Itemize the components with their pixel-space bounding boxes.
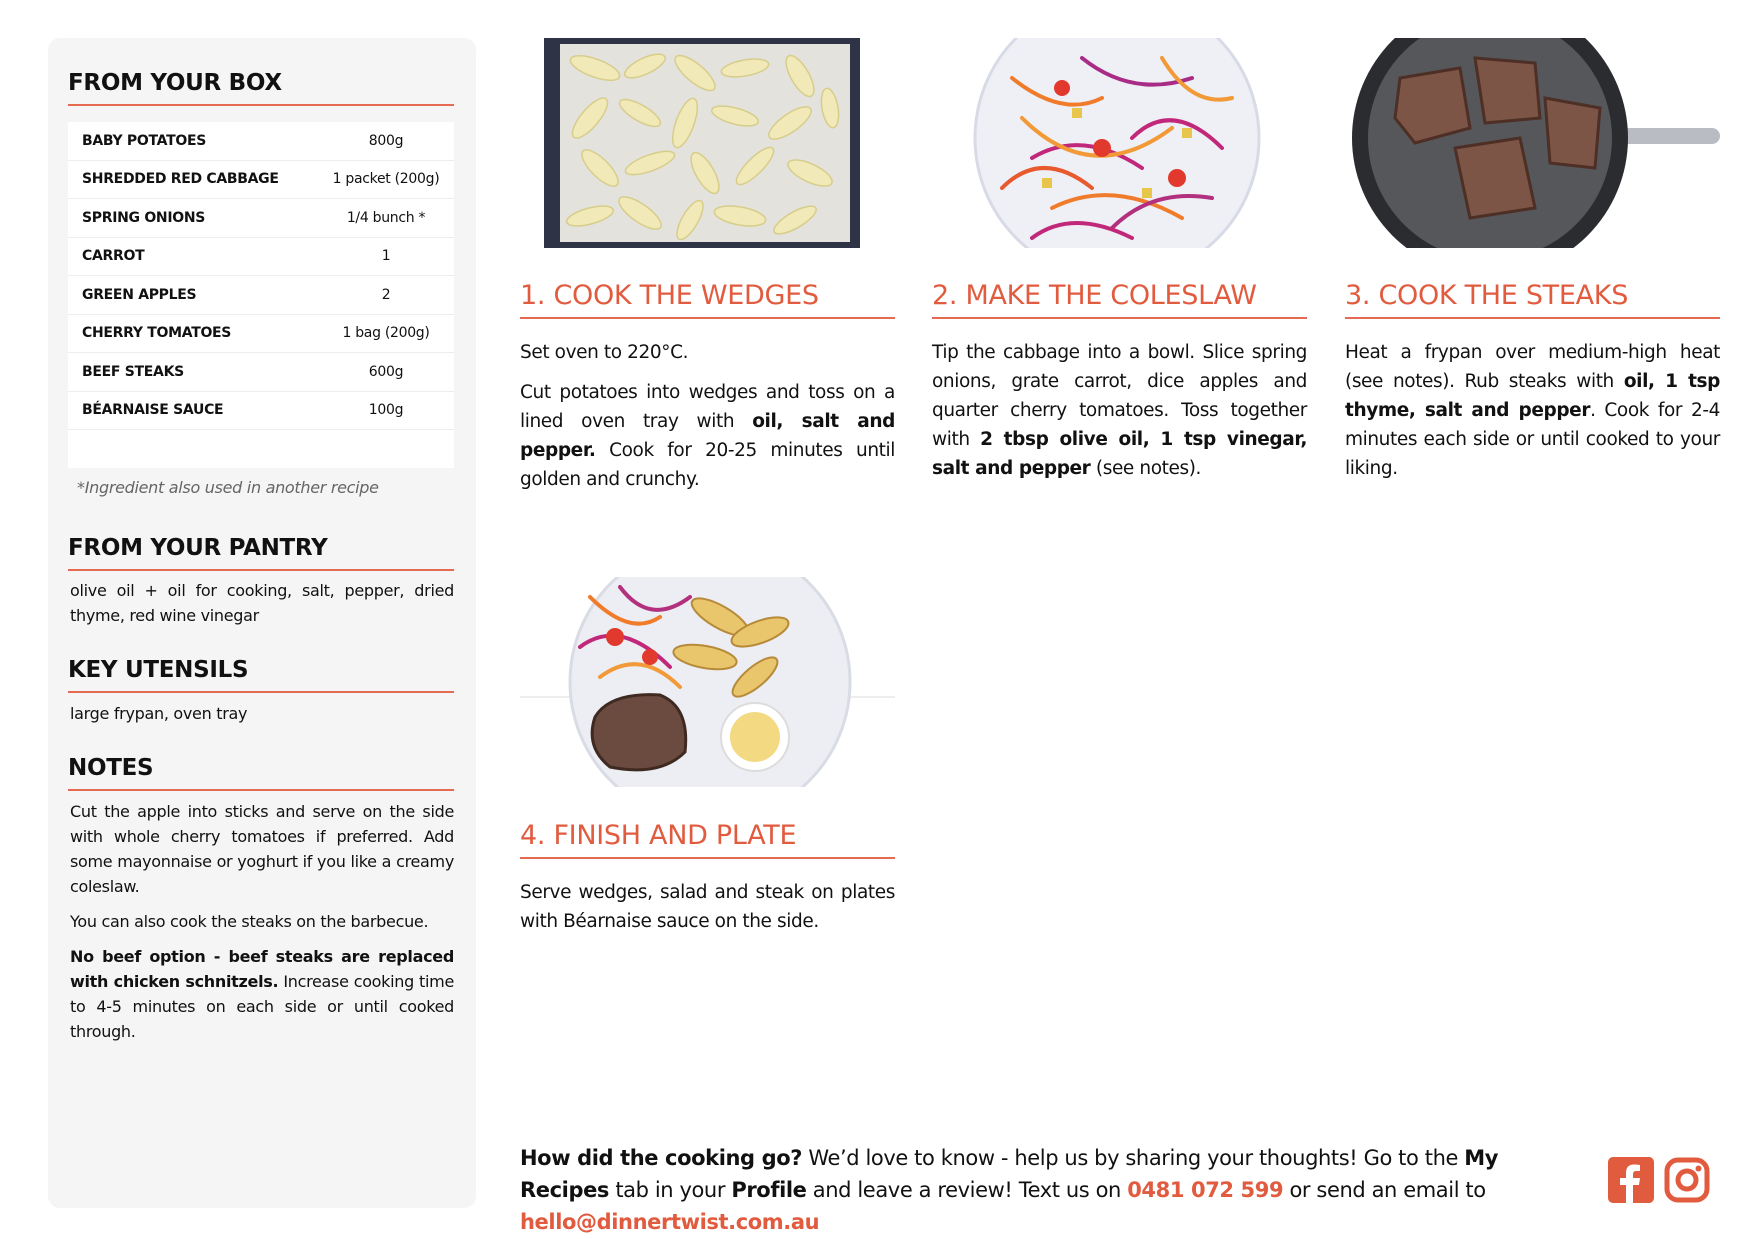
utensils-text: large frypan, oven tray bbox=[70, 704, 248, 723]
ingredients-sidebar bbox=[48, 38, 476, 1208]
email-link[interactable]: hello@dinnertwist.com.au bbox=[520, 1210, 820, 1234]
ingredient-qty: 800g bbox=[368, 132, 404, 149]
notes-bold: No beef option - beef steaks are replaced with chicken schnitzels. bbox=[70, 947, 454, 991]
step-1-photo bbox=[520, 38, 895, 248]
ingredient-qty: 2 bbox=[381, 286, 391, 303]
table-row bbox=[68, 392, 454, 431]
table-row bbox=[68, 353, 454, 392]
ingredient-footnote: *Ingredient also used in another recipe bbox=[77, 478, 379, 497]
step-1-title: 1. COOK THE WEDGES bbox=[520, 280, 895, 319]
utensils-title: KEY UTENSILS bbox=[68, 657, 454, 693]
pantry-text: olive oil + oil for cooking, salt, pepper, dried thyme, red wine vinegar bbox=[70, 581, 454, 625]
feedback-question: How did the cooking go? bbox=[520, 1146, 803, 1170]
step-bold: 2 tbsp olive oil, 1 tsp vinegar, salt and pepper bbox=[932, 429, 1307, 479]
ingredient-name: SPRING ONIONS bbox=[82, 209, 206, 226]
notes-text bbox=[70, 799, 454, 1054]
notes-title: NOTES bbox=[68, 755, 454, 791]
step-1-paragraph bbox=[520, 378, 895, 494]
notes-paragraph bbox=[70, 944, 454, 1044]
step-3-paragraph bbox=[1345, 338, 1720, 483]
feedback-span: and leave a review! Text us on bbox=[806, 1178, 1128, 1202]
ingredient-name: BABY POTATOES bbox=[82, 132, 206, 149]
step-2-body bbox=[932, 338, 1307, 494]
profile-label: Profile bbox=[731, 1178, 807, 1202]
feedback-span: We’d love to know - help us by sharing your thoughts! Go to the bbox=[802, 1146, 1465, 1170]
step-text: (see notes). bbox=[1090, 458, 1202, 479]
step-4-title: 4. FINISH AND PLATE bbox=[520, 820, 895, 859]
step-4-photo bbox=[520, 577, 895, 787]
step-1-body bbox=[520, 338, 895, 505]
ingredient-name: CARROT bbox=[82, 248, 145, 265]
step-1-paragraph: Set oven to 220°C. bbox=[520, 342, 689, 363]
table-row bbox=[68, 276, 454, 315]
step-text: Cut potatoes into wedges and toss on a lined oven tray with bbox=[520, 382, 895, 432]
ingredient-name: SHREDDED RED CABBAGE bbox=[82, 171, 279, 188]
table-row bbox=[68, 199, 454, 238]
step-text: Heat a frypan over medium-high heat (see notes). Rub steaks with bbox=[1345, 342, 1720, 392]
ingredient-qty: 100g bbox=[368, 402, 404, 419]
step-2-photo bbox=[932, 38, 1307, 248]
ingredient-name: CHERRY TOMATOES bbox=[82, 325, 232, 342]
table-row bbox=[68, 161, 454, 200]
ingredient-name: BÉARNAISE SAUCE bbox=[82, 402, 224, 419]
step-bold: oil, 1 tsp thyme, salt and pepper bbox=[1345, 371, 1720, 421]
step-3-body bbox=[1345, 338, 1720, 494]
ingredient-qty: 1/4 bunch * bbox=[346, 209, 426, 226]
from-box-title: FROM YOUR BOX bbox=[68, 70, 454, 106]
ingredient-qty: 1 bag (200g) bbox=[342, 325, 430, 342]
feedback-span: or send an email to bbox=[1283, 1178, 1486, 1202]
pantry-title: FROM YOUR PANTRY bbox=[68, 535, 454, 571]
step-4-body bbox=[520, 878, 895, 947]
notes-text-span: Increase cooking time to 4-5 minutes on each side or until cooked through. bbox=[70, 972, 454, 1041]
table-row bbox=[68, 122, 454, 161]
ingredient-name: BEEF STEAKS bbox=[82, 363, 184, 380]
table-row bbox=[68, 238, 454, 277]
ingredient-name: GREEN APPLES bbox=[82, 286, 197, 303]
step-bold: oil, salt and pepper. bbox=[520, 411, 895, 461]
feedback-span: tab in your bbox=[609, 1178, 732, 1202]
step-4-paragraph: Serve wedges, salad and steak on plates with Béarnaise sauce on the side. bbox=[520, 882, 895, 932]
ingredients-table bbox=[68, 122, 454, 468]
step-text: Tip the cabbage into a bowl. Slice spring onions, grate carrot, dice apples and quarter cherry tomatoes. Toss together with bbox=[932, 342, 1307, 450]
instagram-icon[interactable] bbox=[1664, 1157, 1710, 1203]
my-recipes-label: My Recipes bbox=[520, 1146, 1499, 1202]
feedback-text bbox=[520, 1142, 1580, 1238]
ingredient-qty: 1 packet (200g) bbox=[332, 171, 440, 188]
phone-link[interactable]: 0481 072 599 bbox=[1127, 1178, 1284, 1202]
step-text: . Cook for 2-4 minutes each side or until cooked to your liking. bbox=[1345, 400, 1720, 479]
step-3-title: 3. COOK THE STEAKS bbox=[1345, 280, 1720, 319]
step-3-photo bbox=[1345, 38, 1720, 248]
step-2-title: 2. MAKE THE COLESLAW bbox=[932, 280, 1307, 319]
ingredient-qty: 1 bbox=[381, 248, 391, 265]
notes-paragraph: You can also cook the steaks on the barbecue. bbox=[70, 912, 429, 931]
notes-paragraph: Cut the apple into sticks and serve on the side with whole cherry tomatoes if preferred. Add some mayonnaise or yoghurt if you like a creamy coleslaw. bbox=[70, 802, 454, 896]
step-2-paragraph bbox=[932, 338, 1307, 483]
facebook-icon[interactable] bbox=[1608, 1157, 1654, 1203]
step-text: Cook for 20-25 minutes until golden and crunchy. bbox=[520, 440, 895, 490]
ingredient-qty: 600g bbox=[368, 363, 404, 380]
table-row bbox=[68, 315, 454, 354]
